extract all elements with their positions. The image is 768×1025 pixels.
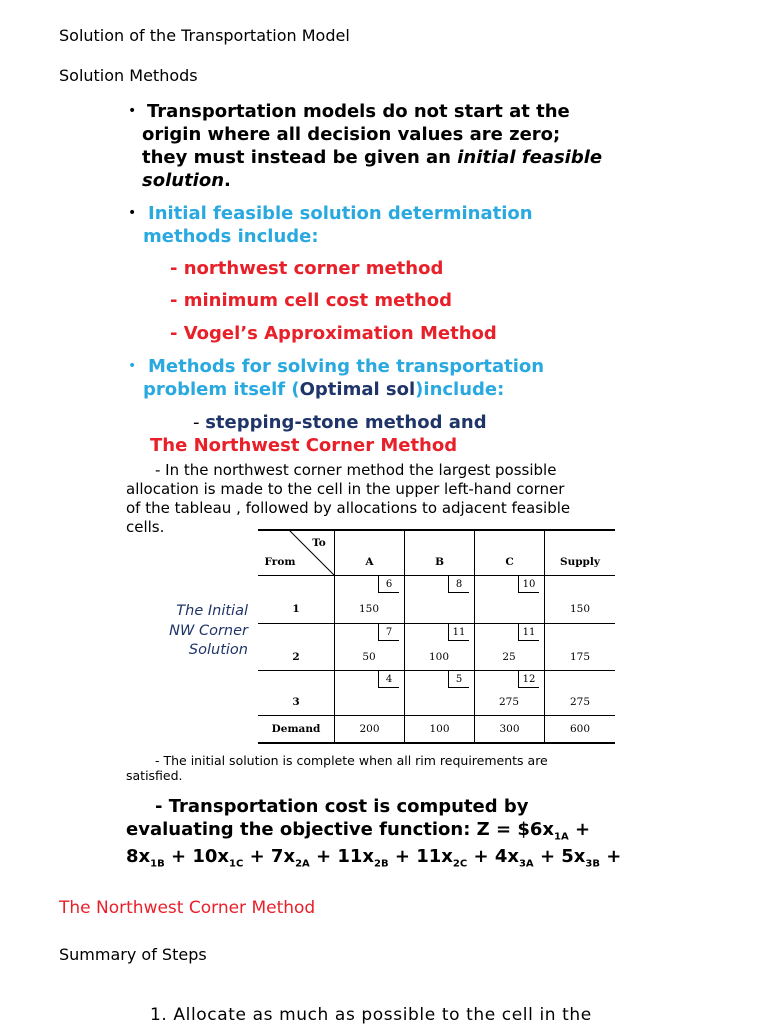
method-vogel: - Vogel’s Approximation Method	[170, 323, 497, 344]
nw-para-line1: - In the northwest corner method the largest possible	[155, 461, 557, 479]
cost-line1: - Transportation cost is computed by	[155, 796, 529, 817]
table-bottom-border	[258, 742, 615, 744]
bullet3-line1: Methods for solving the transportation	[148, 356, 545, 377]
section-heading: Solution Methods	[59, 66, 198, 85]
bullet2-line2: methods include:	[143, 226, 319, 247]
row-label-2: 2	[292, 651, 300, 663]
bullet1-line1: Transportation models do not start at the	[147, 101, 570, 122]
demand-label: Demand	[271, 723, 321, 735]
cost-box: 4	[378, 671, 399, 688]
supply-header: Supply	[560, 556, 600, 568]
cost-box: 7	[378, 624, 399, 641]
rim-note-line1: - The initial solution is complete when all rim requirements are	[155, 753, 548, 768]
demand-a: 200	[359, 723, 380, 735]
bullet2-line1: Initial feasible solution determination	[148, 203, 533, 224]
summary-heading: Summary of Steps	[59, 945, 207, 964]
cost-box: 8	[448, 576, 469, 593]
cost-box: 6	[378, 576, 399, 593]
table-rule	[258, 670, 615, 671]
cost-line2: evaluating the objective function: $Z = \$6x_{1A}$ +	[126, 819, 591, 843]
supply-3: 275	[569, 696, 591, 708]
supply-2: 175	[569, 651, 591, 663]
cost-box: 5	[448, 671, 469, 688]
bullet1-line3: they must instead be given an initial feasible	[142, 147, 603, 168]
allocation-2b: 100	[428, 651, 450, 663]
method-minimum-cost: - minimum cell cost method	[170, 290, 452, 311]
row-label-3: 3	[292, 696, 300, 708]
total-supply-demand: 600	[569, 723, 591, 735]
bullet1-line4: solution.	[142, 170, 231, 191]
from-label: From	[264, 556, 296, 568]
cost-box: 10	[518, 576, 539, 593]
allocation-3c: 275	[498, 696, 520, 708]
page-heading: Solution of the Transportation Model	[59, 26, 350, 45]
demand-c: 300	[499, 723, 520, 735]
cost-box: 12	[518, 671, 539, 688]
allocation-1a: 150	[358, 603, 380, 615]
cost-box: 11	[518, 624, 539, 641]
cost-line3: $8x_{1B} + 10x_{1C} + 7x_{2A} + 11x_{2B} + 11x_{2C} + 4x_{3A} + 5x_{3B}$ +	[126, 846, 622, 870]
table-rule	[258, 623, 615, 624]
nw-section-title: The Northwest Corner Method	[150, 435, 458, 456]
nw-para-line3: of the tableau , followed by allocations to adjacent feasible	[126, 499, 571, 517]
allocation-2c: 25	[502, 651, 516, 663]
nw-section-title-2: The Northwest Corner Method	[59, 898, 316, 918]
table-rule	[258, 715, 615, 716]
cost-box: 11	[448, 624, 469, 641]
col-header-a: A	[365, 556, 374, 568]
allocation-2a: 50	[362, 651, 376, 663]
col-header-c: C	[505, 556, 514, 568]
bullet-dot: •	[128, 358, 137, 374]
nw-para-line2: allocation is made to the cell in the upper left-hand corner	[126, 480, 565, 498]
col-header-b: B	[435, 556, 444, 568]
bullet-dot: •	[128, 205, 137, 221]
to-label: To	[312, 537, 326, 549]
bullet-dot: •	[128, 103, 137, 119]
nw-para-line4: cells.	[126, 518, 165, 536]
bullet3-line2: problem itself (Optimal sol)include:	[143, 379, 505, 400]
method-northwest: - northwest corner method	[170, 258, 444, 279]
table-caption: The Initial NW Corner Solution	[169, 603, 248, 658]
supply-1: 150	[569, 603, 591, 615]
rim-note-line2: satisfied.	[126, 768, 183, 783]
step-1: 1. Allocate as much as possible to the cell in the	[150, 1005, 592, 1025]
demand-b: 100	[429, 723, 450, 735]
row-label-1: 1	[292, 603, 300, 615]
bullet1-line2: origin where all decision values are zero;	[142, 124, 561, 145]
transportation-tableau	[258, 529, 615, 744]
stepping-stone-line: - stepping-stone method and	[193, 412, 487, 433]
